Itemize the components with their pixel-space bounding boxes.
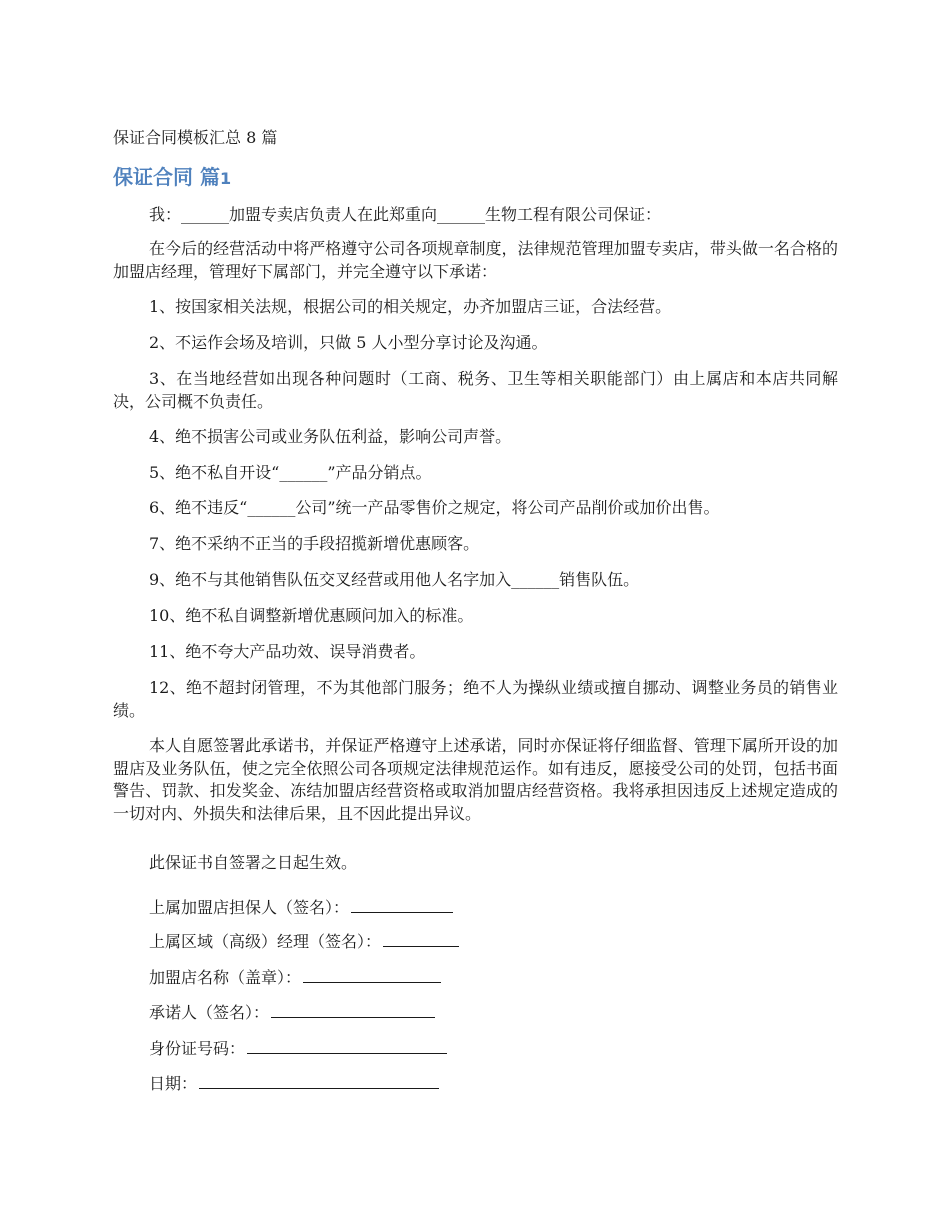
signature-field	[149, 1038, 447, 1060]
paragraph: 7、绝不采纳不正当的手段招揽新增优惠顾客。	[149, 534, 480, 553]
signature-blank	[383, 932, 459, 947]
paragraph: 5、绝不私自开设“______”产品分销点。	[149, 463, 432, 482]
signature-field-label: 上属区域（高级）经理（签名）：	[149, 932, 382, 951]
paragraph: 我：______加盟专卖店负责人在此郑重向______生物工程有限公司保证：	[149, 205, 662, 224]
section-heading-number: 1	[219, 169, 232, 188]
paragraph: 4、绝不损害公司或业务队伍利益，影响公司声誉。	[149, 427, 512, 446]
paragraph: 2、不运作会场及培训，只做 5 人小型分享讨论及沟通。	[149, 333, 548, 352]
signature-field	[149, 897, 453, 919]
signature-field	[149, 1073, 439, 1095]
paragraph: 此保证书自签署之日起生效。	[149, 853, 358, 872]
signature-blank	[271, 1003, 435, 1018]
paragraph: 11、绝不夸大产品功效、误导消费者。	[149, 642, 426, 661]
signature-blank	[247, 1039, 447, 1054]
paragraph: 12、绝不超封闭管理，不为其他部门服务；绝不人为操纵业绩或擅自挪动、调整业务员的销售业绩。	[113, 678, 838, 720]
paragraph: 在今后的经营活动中将严格遵守公司各项规章制度，法律规范管理加盟专卖店，带头做一名合格的加盟店经理，管理好下属部门，并完全遵守以下承诺：	[113, 239, 838, 281]
paragraph: 本人自愿签署此承诺书，并保证严格遵守上述承诺，同时亦保证将仔细监督、管理下属所开设的加盟店及业务队伍，使之完全依照公司各项规定法律规范运作。如有违反，愿接受公司的处罚，包括书面警告、罚款、扣发奖金、冻结加盟店经营资格或取消加盟店经营资格。我将承担因违反上述规定造成的一切对内、外损失和法律后果，且不因此提出异议。	[113, 736, 838, 823]
signature-field	[149, 967, 441, 989]
signature-field-label: 加盟店名称（盖章）：	[149, 968, 302, 987]
paragraph: 1、按国家相关法规，根据公司的相关规定，办齐加盟店三证，合法经营。	[149, 297, 672, 316]
signature-field	[149, 1002, 435, 1024]
document-title: 保证合同模板汇总 8 篇	[113, 128, 278, 147]
signature-field-label: 承诺人（签名）：	[149, 1003, 270, 1022]
paragraph: 3、在当地经营如出现各种问题时（工商、税务、卫生等相关职能部门）由上属店和本店共同解决，公司概不负责任。	[113, 369, 838, 411]
signature-field-label: 日期：	[149, 1074, 198, 1093]
paragraph: 9、绝不与其他销售队伍交叉经营或用他人名字加入______销售队伍。	[149, 570, 640, 589]
signature-blank	[351, 898, 453, 913]
section-heading	[113, 164, 231, 192]
signature-blank	[303, 968, 441, 983]
section-heading-label: 保证合同 篇	[113, 165, 220, 189]
paragraph: 6、绝不违反“______公司”统一产品零售价之规定，将公司产品削价或加价出售。	[149, 498, 720, 517]
signature-field	[149, 931, 459, 953]
signature-blank	[199, 1074, 439, 1089]
signature-field-label: 上属加盟店担保人（签名）：	[149, 898, 350, 917]
signature-field-label: 身份证号码：	[149, 1039, 246, 1058]
paragraph: 10、绝不私自调整新增优惠顾问加入的标准。	[149, 606, 474, 625]
